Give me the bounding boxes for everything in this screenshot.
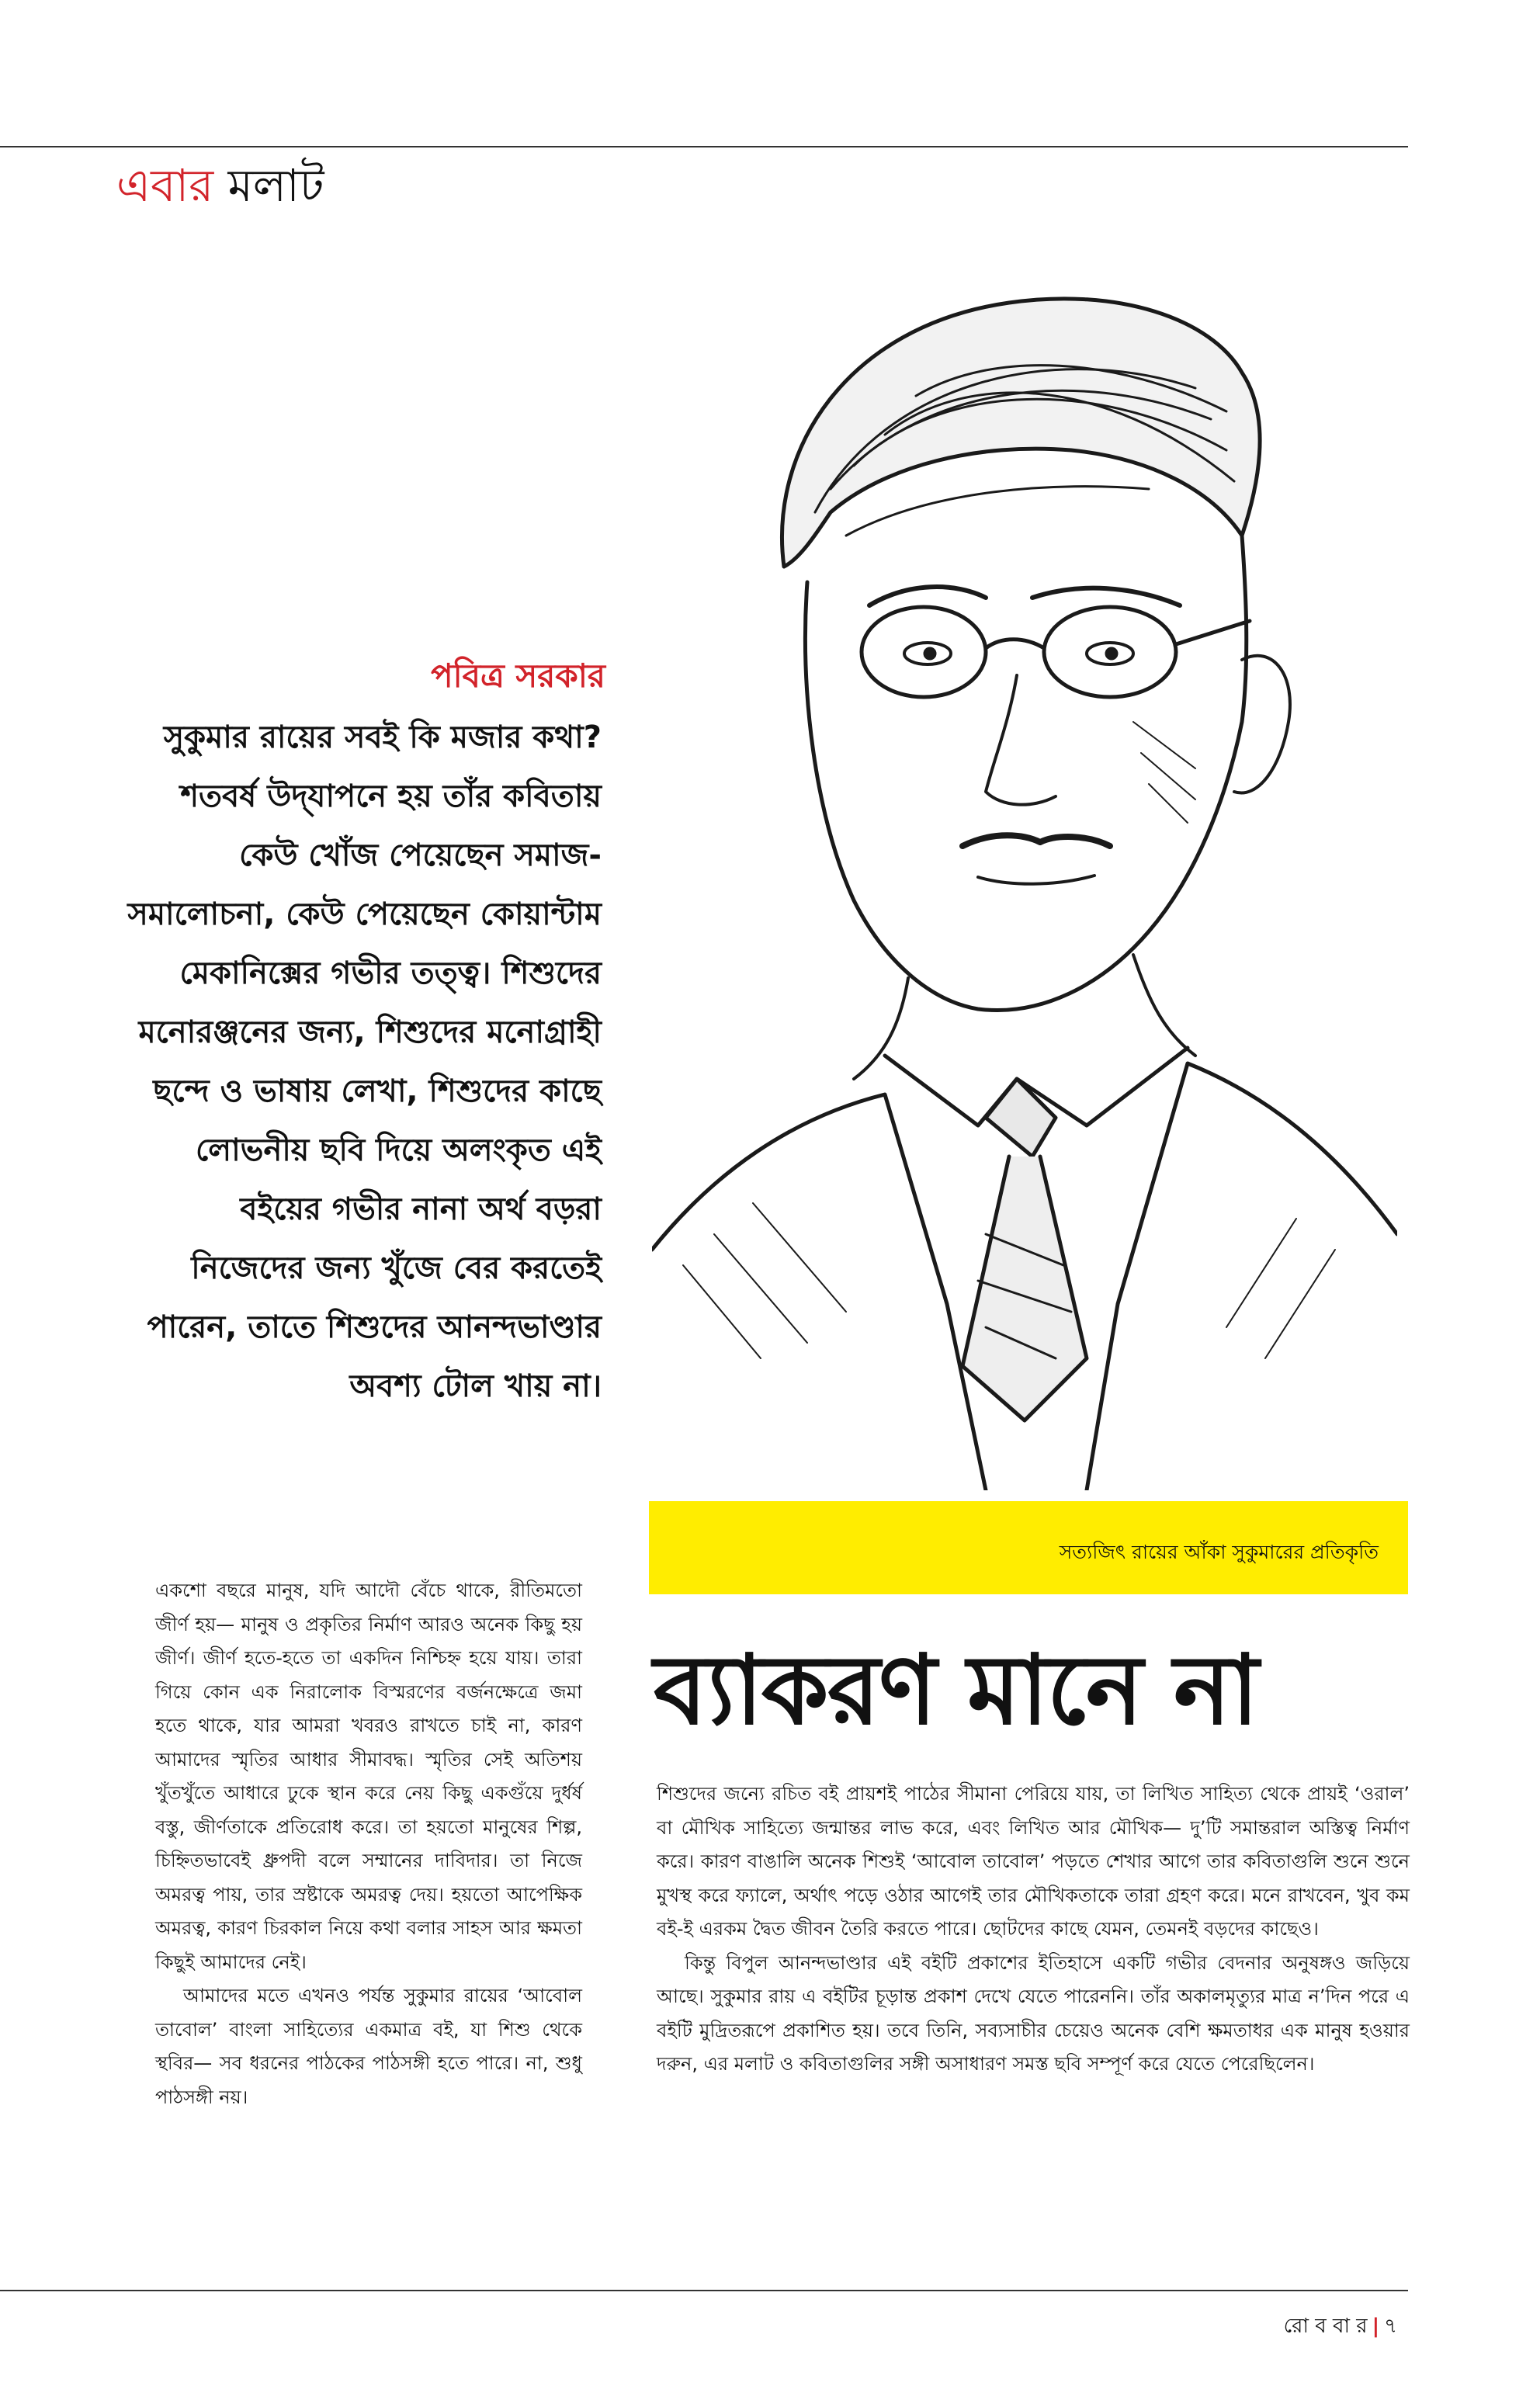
section-header xyxy=(116,159,324,212)
magazine-name: রো ব বা র xyxy=(1283,2315,1368,2338)
footer-separator: | xyxy=(1372,2315,1380,2338)
body-paragraph: একশো বছরে মানুষ, যদি আদৌ বেঁচে থাকে, রীতিমতো জীর্ণ হয়— মানুষ ও প্রকৃতির নির্মাণ আরও অনেক কিছু হয় জীর্ণ। জীর্ণ হতে-হতে তা একদিন নিশ্চিহ্ন হয়ে যায়। তারা গিয়ে কোন এক নিরালোক বিস্মরণের বর্জনক্ষেত্রে জমা হতে থাকে, যার আমরা খবরও রাখতে চাই না, কারণ আমাদের স্মৃতির আধার সীমাবদ্ধ। স্মৃতির সেই অতিশয় খুঁতখুঁতে আধারে ঢুকে স্থান করে নেয় কিছু একগুঁয়ে দুর্ধর্ষ বস্তু, জীর্ণতাকে প্রতিরোধ করে। তা হয়তো মানুষের শিল্প, চিহ্নিতভাবেই ধ্রুপদী বলে সম্মানের দাবিদার। তা নিজে অমরত্ব পায়, তার স্রষ্টাকে অমরত্ব দেয়। হয়তো আপেক্ষিক অমরত্ব, কারণ চিরকাল নিয়ে কথা বলার সাহস আর ক্ষমতা কিছুই আমাদের নেই। xyxy=(155,1580,582,1973)
body-paragraph: শিশুদের জন্যে রচিত বই প্রায়শই পাঠের সীমানা পেরিয়ে যায়, তা লিখিত সাহিত্য থেকে প্রায়ই ‘ওরাল’ বা মৌখিক সাহিত্যে জন্মান্তর লাভ করে, এবং লিখিত আর মৌখিক— দু’টি সমান্তরাল অস্তিত্ব নির্মাণ করে। কারণ বাঙালি অনেক শিশুই ‘আবোল তাবোল’ পড়তে শেখার আগে তার কবিতাগুলি শুনে শুনে মুখস্থ করে ফ্যালে, অর্থাৎ পড়ে ওঠার আগেই তার মৌখিকতাকে তারা গ্রহণ করে। মনে রাখবেন, খুব কম বই-ই এরকম দ্বৈত জীবন তৈরি করতে পারে। ছোটদের কাছে যেমন, তেমনই বড়দের কাছেও। xyxy=(657,1783,1410,1940)
page-footer xyxy=(1284,2310,1397,2344)
image-caption xyxy=(649,1501,1408,1594)
portrait-sketch-icon xyxy=(652,256,1397,1490)
section-header-accent: এবার xyxy=(116,159,214,212)
section-header-title: মলাট xyxy=(227,159,324,212)
image-caption-text: সত্যজিৎ রায়ের আঁকা সুকুমারের প্রতিকৃতি xyxy=(1059,1541,1379,1563)
body-column-right xyxy=(657,1777,1410,2082)
top-rule xyxy=(0,146,1408,147)
body-paragraph: কিন্তু বিপুল আনন্দভাণ্ডার এই বইটি প্রকাশের ইতিহাসে একটি গভীর বেদনার অনুষঙ্গও জড়িয়ে আছে। সুকুমার রায় এ বইটির চূড়ান্ত প্রকাশ দেখে যেতে পারেননি। তাঁর অকালমৃত্যুর মাত্র ন’দিন পরে এ বইটি মুদ্রিতরূপে প্রকাশিত হয়। তবে তিনি, সব্যসাচীর চেয়েও অনেক বেশি ক্ষমতাধর এক মানুষ হওয়ার দরুন, এর মলাট ও কবিতাগুলির সঙ্গী অসাধারণ সমস্ত ছবি সম্পূর্ণ করে যেতে পেরেছিলেন। xyxy=(657,1951,1410,2075)
headline: ব্যাকরণ মানে না xyxy=(654,1634,1257,1746)
author-name: পবিত্র সরকার xyxy=(431,657,605,695)
body-paragraph: আমাদের মতে এখনও পর্যন্ত সুকুমার রায়ের ‘আবোল তাবোল’ বাংলা সাহিত্যের একমাত্র বই, যা শিশু থেকে স্থবির— সব ধরনের পাঠকের পাঠসঙ্গী হতে পারে। না, শুধু পাঠসঙ্গী নয়। xyxy=(155,1985,582,2108)
page-number: ৭ xyxy=(1384,2315,1397,2338)
bottom-rule xyxy=(0,2290,1408,2291)
standfirst: সুকুমার রায়ের সবই কি মজার কথা? শতবর্ষ উদ্‌যাপনে হয় তাঁর কবিতায় কেউ খোঁজ পেয়েছেন সমাজ-সমালোচনা, কেউ পেয়েছেন কোয়ান্টাম মেকানিক্সের গভীর তত্ত্ব। শিশুদের মনোরঞ্জনের জন্য, শিশুদের মনোগ্রাহী ছন্দে ও ভাষায় লেখা, শিশুদের কাছে লোভনীয় ছবি দিয়ে অলংকৃত এই বইয়ের গভীর নানা অর্থ বড়রা নিজেদের জন্য খুঁজে বের করতেই পারেন, তাতে শিশুদের আনন্দভাণ্ডার অবশ্য টোল খায় না। xyxy=(127,720,602,1404)
body-column-left xyxy=(155,1574,582,2114)
